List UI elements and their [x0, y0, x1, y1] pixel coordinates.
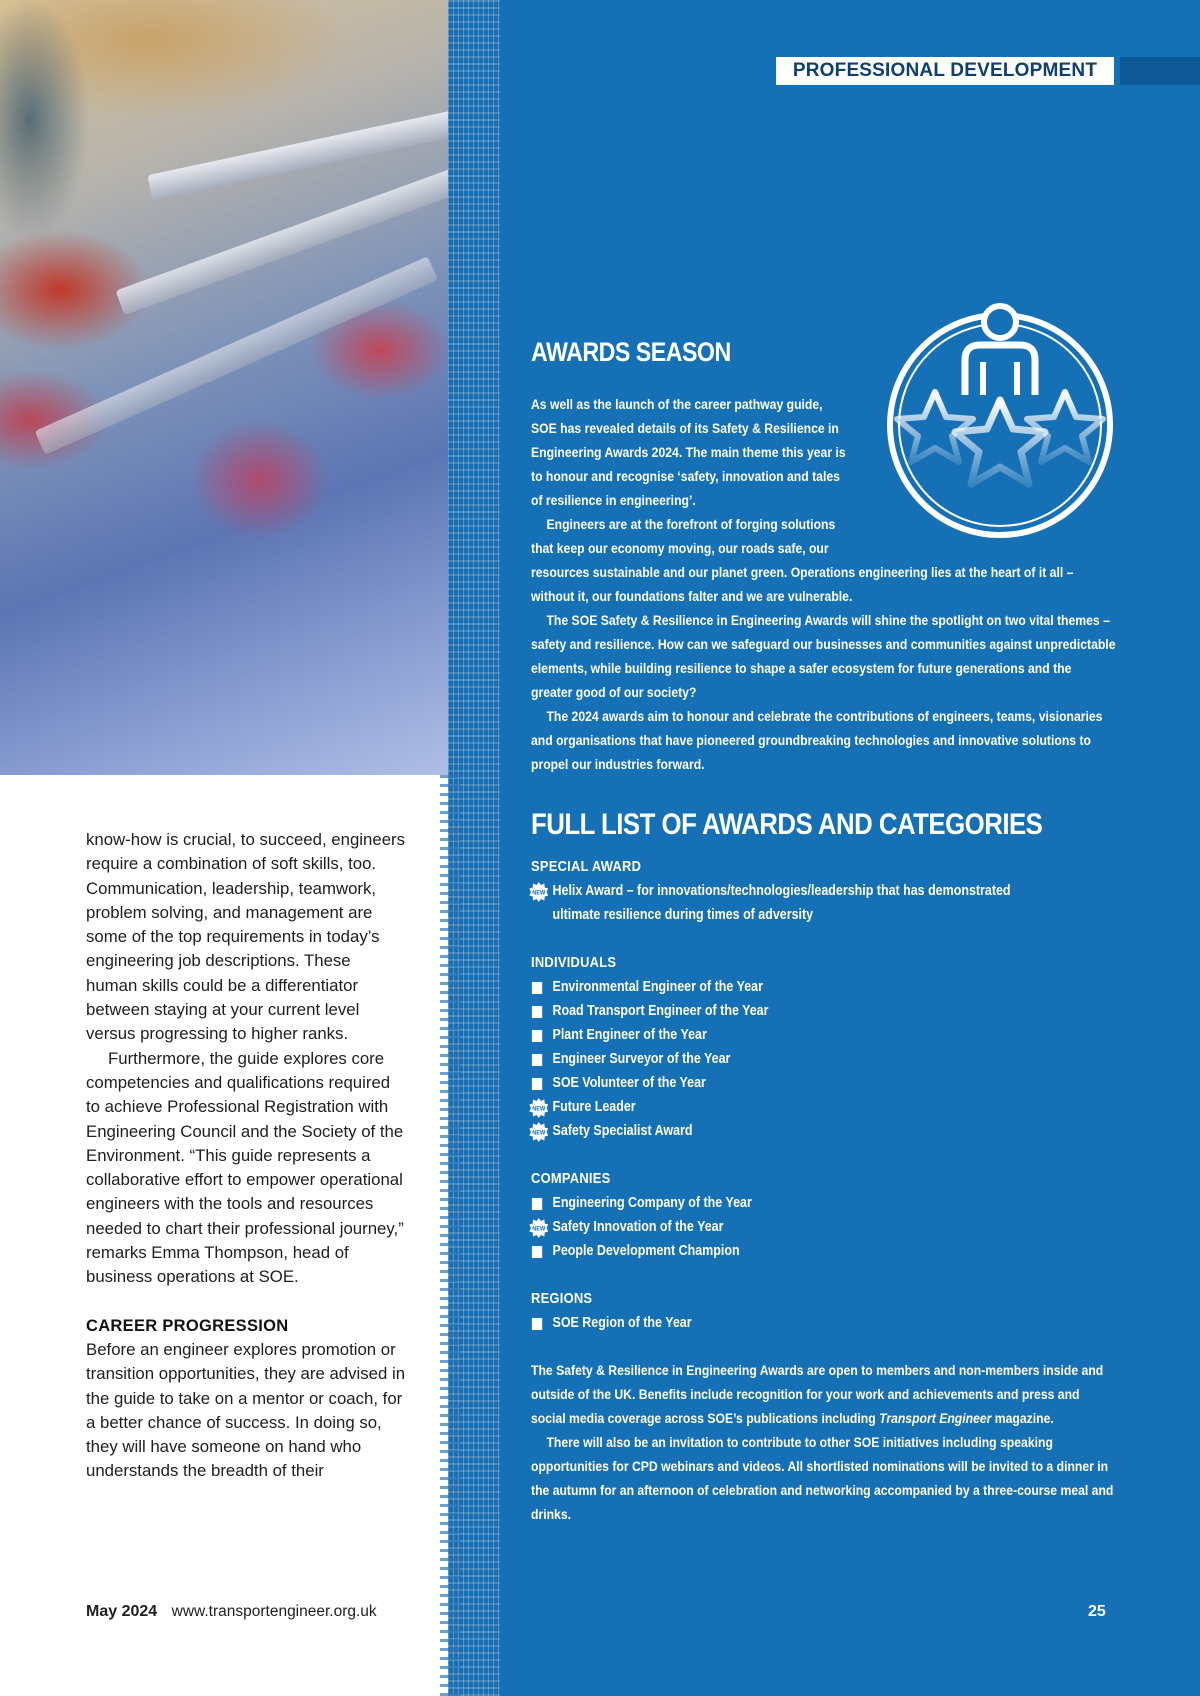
new-badge-icon [528, 1122, 549, 1142]
award-item-label: Road Transport Engineer of the Year [552, 1003, 769, 1019]
award-item-label: People Development Champion [552, 1243, 740, 1259]
award-item [531, 1191, 1116, 1215]
award-item-label: SOE Region of the Year [552, 1315, 692, 1331]
category-heading: INDIVIDUALS [531, 954, 617, 971]
category-individuals [531, 951, 1116, 1143]
page-number: 25 [1088, 1603, 1106, 1620]
new-badge-icon [528, 1098, 549, 1118]
awards-season-paragraph: The 2024 awards aim to honour and celebrate the contributions of engineers, teams, visionaries and organisations that have pioneered groundbreaking technologies and innovative solutions to propel our industries forward. [531, 709, 1103, 773]
category-heading: COMPANIES [531, 1170, 611, 1187]
award-item [531, 1119, 1116, 1143]
section-tag-tail [1120, 57, 1200, 85]
closing-text-run: magazine. [991, 1411, 1054, 1427]
closing-text [531, 1359, 1116, 1527]
square-bullet-icon [532, 982, 542, 994]
square-bullet-icon [532, 1030, 542, 1042]
section-tag: PROFESSIONAL DEVELOPMENT [776, 57, 1114, 85]
article-paragraph: Furthermore, the guide explores core competencies and qualifications required to achieve Professional Registration with Engineering Council and the Society of the Environment. “This guide represents a collaborative effort to empower operational engineers with the tools and resources needed to chart their professional journey,” remarks Emma Thompson, head of business operations at SOE. [86, 1048, 404, 1287]
award-person-stars-icon [885, 300, 1115, 540]
award-item-label: Engineering Company of the Year [552, 1195, 752, 1211]
square-bullet-icon [532, 1054, 542, 1066]
awards-list-heading: FULL LIST OF AWARDS AND CATEGORIES [531, 808, 1043, 841]
square-bullet-icon [532, 1318, 542, 1330]
award-item [531, 1239, 1116, 1263]
square-bullet-icon [532, 1078, 542, 1090]
closing-paragraph: There will also be an invitation to contribute to other SOE initiatives including speaking opportunities for CPD webinars and videos. All shortlisted nominations will be invited to a dinner in the autumn for an afternoon of celebration and networking accompanied by a three-course meal and drinks. [531, 1435, 1114, 1523]
awards-season-paragraph: As well as the launch of the career pathway guide, SOE has revealed details of its Safety & Resilience in Engineering Awards 2024. The main theme this year is to honour and recognise ‘safety, innovation and tales of resilience in engineering’. [531, 397, 846, 509]
category-companies [531, 1167, 1116, 1263]
career-progression-heading: CAREER PROGRESSION [86, 1316, 289, 1335]
awards-season-intro [531, 393, 871, 561]
awards-season-paragraph: Engineers are at the forefront of forging solutions that keep our economy moving, our roads safe, our [531, 517, 836, 557]
footer [86, 1603, 377, 1621]
award-item-label: Environmental Engineer of the Year [552, 979, 763, 995]
square-bullet-icon [532, 1246, 542, 1258]
award-item-label: Safety Specialist Award [552, 1123, 693, 1139]
category-regions [531, 1287, 1116, 1335]
award-item [531, 1047, 1116, 1071]
closing-text-run: The Safety & Resilience in Engineering Awards are open to members and non-members inside and outside of the UK. Benefits include recognition for your work and achievements and press and social media coverage across SOE’s publications including [531, 1363, 1104, 1427]
award-item-label: Plant Engineer of the Year [552, 1027, 707, 1043]
issue-date: May 2024 [86, 1603, 158, 1620]
award-item [531, 1071, 1116, 1095]
new-badge-icon [528, 882, 549, 902]
awards-season-body [531, 561, 1116, 777]
new-badge-icon [528, 1218, 549, 1238]
award-item [531, 1215, 1116, 1239]
brush-stroke-edge [440, 775, 460, 1696]
award-item-label: SOE Volunteer of the Year [552, 1075, 706, 1091]
article-paragraph: Before an engineer explores promotion or transition opportunities, they are advised in the guide to take on a mentor or coach, for a better chance of success. In doing so, they will have someone on hand who understands the breadth of their [86, 1339, 406, 1481]
award-item [531, 1023, 1116, 1047]
awards-season-paragraph: resources sustainable and our planet green. Operations engineering lies at the heart of it all – without it, our foundations falter and we are vulnerable. [531, 565, 1074, 605]
new-badge-text: NEW [532, 1130, 546, 1137]
photo-rail [35, 256, 438, 455]
square-bullet-icon [532, 1006, 542, 1018]
award-item-label: Helix Award – for innovations/technologies/leadership that has demonstrated ultimate resilience during times of adversity [552, 883, 1011, 923]
award-item-label: Safety Innovation of the Year [552, 1219, 724, 1235]
square-bullet-icon [532, 1198, 542, 1210]
magazine-title: Transport Engineer [879, 1411, 992, 1427]
award-item [531, 975, 1116, 999]
hero-photo [0, 0, 470, 775]
new-badge-text: NEW [532, 1226, 546, 1233]
awards-list [531, 855, 1116, 1359]
website-link[interactable]: www.transportengineer.org.uk [171, 1603, 377, 1620]
left-column-article [86, 828, 406, 1484]
closing-paragraph [531, 1359, 1116, 1431]
award-item-label: Engineer Surveyor of the Year [552, 1051, 731, 1067]
award-item-label: Future Leader [552, 1099, 636, 1115]
award-item [531, 1095, 1116, 1119]
category-heading: REGIONS [531, 1290, 593, 1307]
category-special [531, 855, 1116, 927]
category-heading: SPECIAL AWARD [531, 858, 642, 875]
award-item [531, 1311, 1116, 1335]
awards-season-heading: AWARDS SEASON [531, 337, 731, 367]
article-paragraph: know-how is crucial, to succeed, engineers require a combination of soft skills, too. Communication, leadership, teamwork, problem solving, and management are some of the top requirements in today’s engineering job descriptions. These human skills could be a differentiator between staying at your current level versus progressing to higher ranks. [86, 830, 405, 1044]
new-badge-text: NEW [532, 1106, 546, 1113]
award-item [531, 879, 1116, 927]
new-badge-text: NEW [532, 890, 546, 897]
awards-season-paragraph: The SOE Safety & Resilience in Engineering Awards will shine the spotlight on two vital themes – safety and resilience. How can we safeguard our businesses and communities against unpredictable elements, while building resilience to shape a safer ecosystem for future generations and the greater good of our society? [531, 613, 1116, 701]
award-item [531, 999, 1116, 1023]
